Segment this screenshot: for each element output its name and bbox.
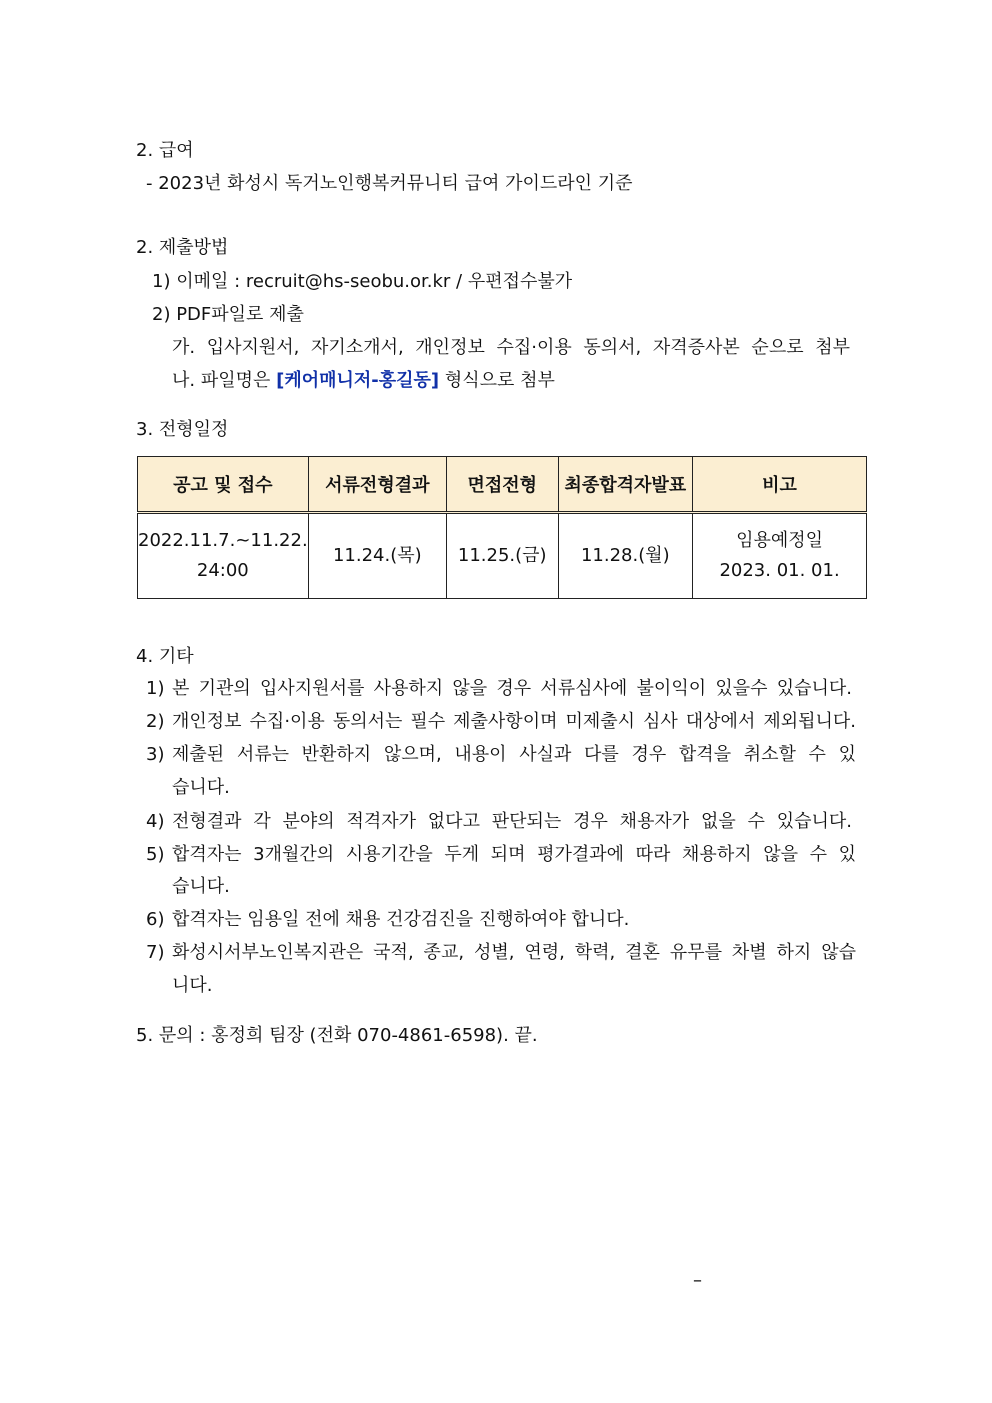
other-item-5-num: 5) [146, 844, 165, 865]
other-item-7-num: 7) [146, 942, 165, 963]
salary-guideline: - 2023년 화성시 독거노인행복커뮤니티 급여 가이드라인 기준 [146, 173, 633, 194]
other-item-2: 개인정보 수집·이용 동의서는 필수 제출사항이며 미제출시 심사 대상에서 제외됩니다. [172, 711, 856, 732]
other-item-5-cont: 습니다. [172, 876, 230, 897]
other-item-4-num: 4) [146, 811, 165, 832]
schedule-row [138, 513, 867, 599]
submission-heading: 2. 제출방법 [136, 237, 229, 258]
col-header-note: 비고 [693, 457, 867, 513]
col-header-doc-result: 서류전형결과 [308, 457, 446, 513]
col-header-interview: 면접전형 [446, 457, 558, 513]
other-item-3: 제출된 서류는 반환하지 않으며, 내용이 사실과 다를 경우 합격을 취소할 수 있 [172, 744, 856, 765]
filename-format: [케어매니저-홍길동] [276, 370, 440, 391]
other-item-3-cont: 습니다. [172, 777, 230, 798]
cell-note [693, 513, 867, 599]
other-item-1-num: 1) [146, 678, 165, 699]
schedule-table [137, 456, 867, 599]
schedule-heading: 3. 전형일정 [136, 419, 229, 440]
cell-interview: 11.25.(금) [446, 513, 558, 599]
other-item-7-cont: 니다. [172, 975, 213, 996]
col-header-apply: 공고 및 접수 [138, 457, 309, 513]
other-item-1: 본 기관의 입사지원서를 사용하지 않을 경우 서류심사에 불이익이 있을수 있습니다. [172, 678, 852, 699]
submission-filename [172, 369, 555, 393]
other-item-7: 화성시서부노인복지관은 국적, 종교, 성별, 연령, 학력, 결혼 유무를 차별 하지 않습 [172, 942, 856, 963]
other-item-4: 전형결과 각 분야의 적격자가 없다고 판단되는 경우 채용자가 없을 수 있습니다. [172, 811, 852, 832]
salary-heading: 2. 급여 [136, 140, 194, 161]
submission-email: 1) 이메일 : recruit@hs-seobu.or.kr / 우편접수불가 [152, 271, 573, 292]
other-heading: 4. 기타 [136, 646, 194, 667]
submission-attachments: 가. 입사지원서, 자기소개서, 개인정보 수집·이용 동의서, 자격증사본 순으로 첨부 [172, 337, 850, 358]
cell-doc-result: 11.24.(목) [308, 513, 446, 599]
other-item-6-num: 6) [146, 909, 165, 930]
cell-apply-period: 2022.11.7.~11.22. [138, 530, 308, 551]
submission-pdf: 2) PDF파일로 제출 [152, 304, 304, 325]
cell-note-date: 2023. 01. 01. [719, 560, 840, 581]
cell-apply-time: 24:00 [196, 560, 249, 581]
cell-note-label: 임용예정일 [736, 530, 824, 551]
other-item-6: 합격자는 임용일 전에 채용 건강검진을 진행하여야 합니다. [172, 909, 630, 930]
footer-mark: – [693, 1270, 702, 1291]
cell-apply [138, 513, 309, 599]
other-item-2-num: 2) [146, 711, 165, 732]
schedule-header-row [138, 457, 867, 513]
cell-final: 11.28.(월) [558, 513, 693, 599]
other-item-5: 합격자는 3개월간의 시용기간을 두게 되며 평가결과에 따라 채용하지 않을 수 있 [172, 844, 856, 865]
col-header-final: 최종합격자발표 [558, 457, 693, 513]
contact-line: 5. 문의 : 홍정희 팀장 (전화 070-4861-6598). 끝. [136, 1025, 538, 1046]
other-item-3-num: 3) [146, 744, 165, 765]
filename-suffix: 형식으로 첨부 [444, 370, 555, 391]
filename-prefix: 나. 파일명은 [172, 370, 271, 391]
